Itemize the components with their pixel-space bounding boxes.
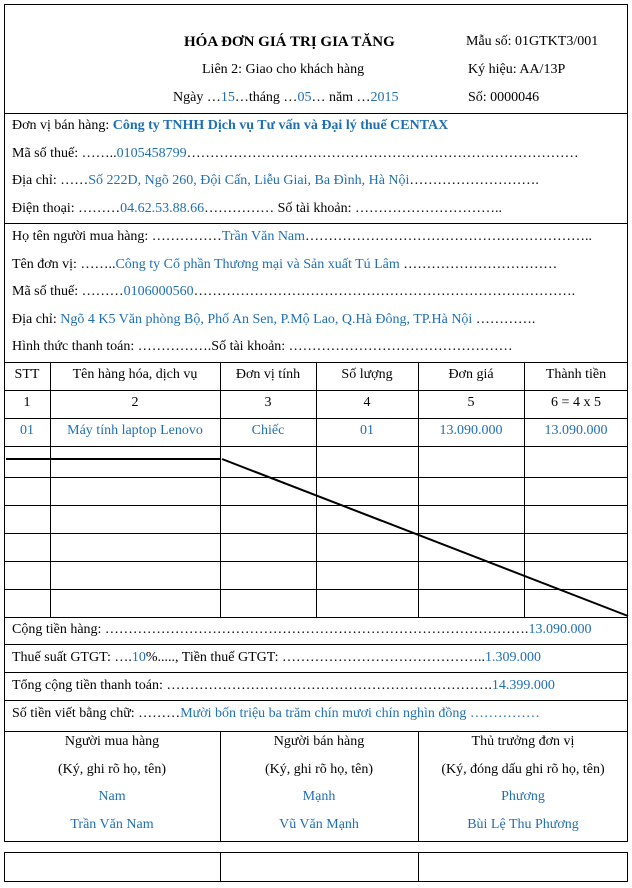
subtotal-value: 13.090.000 [528, 622, 592, 637]
form-number: Mẫu số: 01GTKT3/001 [466, 34, 599, 49]
void-strike-line [222, 459, 628, 616]
seller-address: Số 222D, Ngõ 260, Đội Cấn, Liễu Giai, Ba Đình, Hà Nội [88, 173, 410, 188]
buyer-sign-note: (Ký, ghi rõ họ, tên) [57, 762, 167, 777]
invoice-date: Ngày …15…tháng …05… năm …2015 [173, 90, 399, 105]
payment-method-line: Hình thức thanh toán: …………….Số tài khoản: ………………………………………… [12, 339, 513, 354]
seller-sign-note: (Ký, ghi rõ họ, tên) [264, 762, 374, 777]
director-sign-role: Thủ trưởng đơn vị [471, 734, 575, 749]
buyer-sign-role: Người mua hàng [64, 734, 160, 749]
bottom-col-line [220, 852, 221, 882]
buyer-tax: 0106000560 [123, 284, 194, 299]
buyer-address: Ngõ 4 K5 Văn phòng Bộ, Phố An Sen, P.Mộ Lao, Q.Hà Đông, TP.Hà Nội [60, 312, 473, 327]
invoice-day: 15 [220, 90, 235, 105]
col-header-stt: STT [14, 367, 40, 382]
cell-amount: 13.090.000 [544, 423, 608, 438]
amount-in-words: Mười bốn triệu ba trăm chín mươi chín nghìn đồng [180, 706, 467, 721]
cell-stt: 01 [20, 423, 34, 438]
divider [4, 672, 628, 673]
col-number: 3 [264, 395, 272, 410]
seller-sign-name: Vũ Văn Mạnh [279, 817, 359, 832]
director-sign-note: (Ký, đóng dấu ghi rõ họ, tên) [441, 762, 605, 777]
invoice-copy: Liên 2: Giao cho khách hàng [202, 62, 365, 77]
buyer-name: Trần Văn Nam [221, 229, 306, 244]
cell-price: 13.090.000 [439, 423, 503, 438]
col-header-amount: Thành tiền [545, 367, 607, 382]
cell-unit: Chiếc [251, 423, 285, 438]
cell-goods: Máy tính laptop Lenovo [67, 423, 203, 438]
col-header-unit: Đơn vị tính [235, 367, 301, 382]
seller-account: Số tài khoản: ………………………….. [277, 201, 502, 216]
invoice-title: HÓA ĐƠN GIÁ TRỊ GIA TĂNG [184, 34, 395, 50]
divider [4, 644, 628, 645]
seller-phone: 04.62.53.88.66 [120, 201, 205, 216]
seller-signature: Mạnh [302, 789, 336, 804]
invoice-month: 05 [297, 90, 312, 105]
col-number: 4 [363, 395, 371, 410]
buyer-unit-line: Tên đơn vị: ……..Công ty Cổ phần Thương mại và Sản xuất Tú Lâm …………………………… [12, 257, 558, 272]
seller-name-line: Đơn vị bán hàng: Công ty TNHH Dịch vụ Tư vấn và Đại lý thuế CENTAX [12, 118, 449, 133]
buyer-name-line: Họ tên người mua hàng: ……………Trần Văn Nam…………………………………………………….. [12, 229, 593, 244]
vat-rate: 10 [131, 650, 146, 665]
seller-name: Công ty TNHH Dịch vụ Tư vấn và Đại lý thuế CENTAX [112, 118, 449, 133]
col-header-goods: Tên hàng hóa, dịch vụ [72, 367, 198, 382]
director-sign-name: Bùi Lệ Thu Phương [467, 817, 579, 832]
buyer-signature: Nam [98, 789, 126, 804]
cell-quantity: 01 [360, 423, 374, 438]
seller-phone-line: Điện thoại: ………04.62.53.88.66…………… Số tài khoản: ………………………….. [12, 201, 502, 216]
total-value: 14.399.000 [491, 678, 555, 693]
subtotal-line: Cộng tiền hàng: ……………………………………………………………………………….13.090.000 [12, 622, 592, 637]
bottom-strip [4, 852, 628, 882]
divider [4, 700, 628, 701]
bottom-col-line [418, 852, 419, 882]
invoice-symbol: Ký hiệu: AA/13P [468, 62, 566, 77]
director-signature: Phương [501, 789, 545, 804]
vat-amount: 1.309.000 [485, 650, 542, 665]
col-header-price: Đơn giá [448, 367, 494, 382]
invoice-number: Số: 0000046 [468, 90, 540, 105]
divider [4, 731, 628, 732]
seller-sign-role: Người bán hàng [273, 734, 365, 749]
col-number: 6 = 4 x 5 [551, 395, 601, 410]
vat-line: Thuế suất GTGT: ….10%....., Tiền thuế GTGT: ……………………………………..1.309.000 [12, 650, 542, 665]
seller-address-line: Địa chỉ: ……Số 222D, Ngõ 260, Đội Cấn, Liễu Giai, Ba Đình, Hà Nội………………………. [12, 173, 539, 188]
buyer-address-line: Địa chỉ: Ngõ 4 K5 Văn phòng Bộ, Phố An Sen, P.Mộ Lao, Q.Hà Đông, TP.Hà Nội …………. [12, 312, 536, 327]
col-number: 1 [23, 395, 31, 410]
seller-tax-line: Mã số thuế: ……..0105458799………………………………………………………………………… [12, 146, 579, 161]
seller-tax: 0105458799 [116, 146, 187, 161]
col-number: 2 [131, 395, 139, 410]
col-number: 5 [467, 395, 475, 410]
invoice-year: 2015 [370, 90, 399, 105]
amount-in-words-line: Số tiền viết bằng chữ: ………Mười bốn triệu ba trăm chín mươi chín nghìn đồng …………… [12, 706, 540, 721]
buyer-sign-name: Trần Văn Nam [70, 817, 154, 832]
total-line: Tổng cộng tiền thanh toán: …………………………………………………………….14.399.000 [12, 678, 555, 693]
buyer-tax-line: Mã số thuế: ………0106000560………………………………………………………………………. [12, 284, 576, 299]
buyer-unit: Công ty Cổ phần Thương mại và Sản xuất Tú Lâm [115, 257, 400, 272]
col-header-quantity: Số lượng [341, 367, 393, 382]
